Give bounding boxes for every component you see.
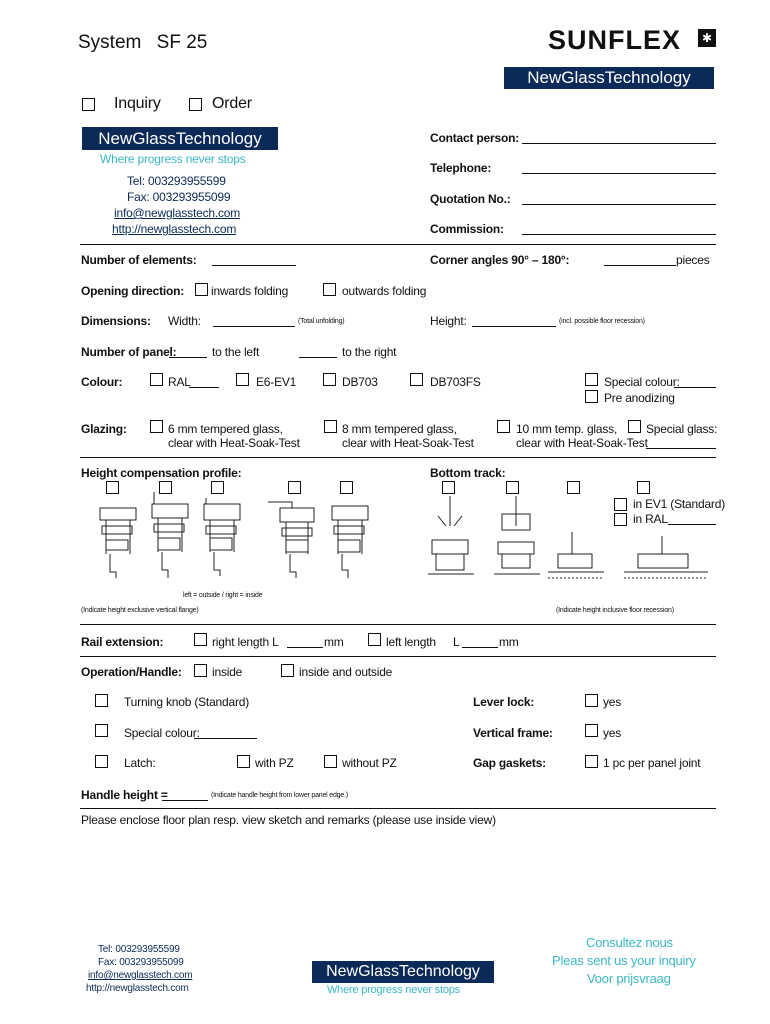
panels-left-field[interactable]: [169, 357, 207, 358]
turning-knob-checkbox[interactable]: [95, 694, 108, 707]
special-handle-colour-label: Special colour:: [124, 726, 200, 740]
inquiry-label: Inquiry: [114, 95, 161, 112]
height-label: Height:: [430, 314, 467, 328]
rail-right-field[interactable]: [287, 647, 323, 648]
footer-french: Consultez nous: [586, 935, 673, 950]
system-value: SF 25: [156, 32, 208, 53]
rail-left-field[interactable]: [462, 647, 498, 648]
special-colour-field[interactable]: [674, 387, 716, 388]
special-colour-checkbox[interactable]: [585, 373, 598, 386]
footer-dutch: Voor prijsvraag: [587, 971, 671, 986]
footer-fax: Fax: 003293955099: [98, 957, 184, 968]
handle-height-note: (Indicate handle height from lower panel edge.): [211, 792, 348, 799]
ral-track-label: in RAL: [633, 512, 668, 526]
rail-left-mm: mm: [499, 635, 519, 649]
panels-right-label: to the right: [342, 345, 397, 359]
system-title: [78, 32, 207, 54]
sunflex-star-icon: ✱: [698, 29, 716, 47]
gap-gaskets-label: Gap gaskets:: [473, 756, 546, 770]
special-glass-label: Special glass:: [646, 422, 718, 436]
footer-ngt-logo: NewGlassTechnology: [312, 961, 494, 983]
bottom-track-profiles-drawing: [428, 492, 716, 602]
inside-checkbox[interactable]: [194, 664, 207, 677]
quotation-field[interactable]: [522, 204, 716, 205]
rail-label: Rail extension:: [81, 635, 164, 649]
inwards-label: inwards folding: [211, 284, 289, 298]
company-logo: NewGlassTechnology: [82, 127, 278, 150]
db703-checkbox[interactable]: [323, 373, 336, 386]
divider-5: [80, 808, 716, 809]
rail-right-mm: mm: [324, 635, 344, 649]
db703fs-label: DB703FS: [430, 375, 481, 389]
inside-label: inside: [212, 665, 243, 679]
inside-outside-label: inside and outside: [299, 665, 393, 679]
latch-checkbox[interactable]: [95, 755, 108, 768]
company-slogan: Where progress never stops: [100, 152, 246, 166]
ral-field[interactable]: [189, 387, 219, 388]
company-fax: Fax: 003293955099: [127, 190, 231, 204]
top-ngt-logo: NewGlassTechnology: [504, 67, 714, 89]
glazing-label: Glazing:: [81, 422, 127, 436]
divider-4: [80, 656, 716, 657]
elements-field[interactable]: [212, 265, 296, 266]
footer-tel: Tel: 003293955599: [98, 944, 180, 955]
without-pz-label: without PZ: [342, 756, 397, 770]
sunflex-logo: SUNFLEX: [548, 25, 682, 55]
system-label: System: [78, 32, 142, 53]
glass-6mm-line1: 6 mm tempered glass,: [168, 422, 283, 436]
divider-3: [80, 624, 716, 625]
glass-10mm-checkbox[interactable]: [497, 420, 510, 433]
special-glass-checkbox[interactable]: [628, 420, 641, 433]
lever-lock-checkbox[interactable]: [585, 694, 598, 707]
with-pz-checkbox[interactable]: [237, 755, 250, 768]
order-checkbox[interactable]: [189, 98, 202, 111]
lever-lock-yes: yes: [603, 695, 622, 709]
ral-label: RAL: [168, 375, 191, 389]
special-handle-colour-field[interactable]: [194, 738, 257, 739]
rail-left-l: L: [453, 635, 460, 649]
corner-label: Corner angles 90° – 180°:: [430, 253, 570, 267]
width-note: (Total unfolding): [298, 318, 345, 325]
rail-right-checkbox[interactable]: [194, 633, 207, 646]
dimensions-label: Dimensions:: [81, 314, 151, 328]
inquiry-checkbox[interactable]: [82, 98, 95, 111]
glass-8mm-line1: 8 mm tempered glass,: [342, 422, 457, 436]
company-web-link[interactable]: http://newglasstech.com: [112, 222, 237, 236]
colour-label: Colour:: [81, 375, 123, 389]
width-field[interactable]: [213, 326, 295, 327]
company-email-link[interactable]: info@newglasstech.com: [114, 206, 241, 220]
height-excl-note: (Indicate height exclusive vertical flange): [81, 607, 199, 614]
commission-field[interactable]: [522, 234, 716, 235]
glass-8mm-checkbox[interactable]: [324, 420, 337, 433]
footer-email-link[interactable]: info@newglasstech.com: [88, 970, 193, 981]
footer-slogan: Where progress never stops: [327, 984, 460, 996]
telephone-field[interactable]: [522, 173, 716, 174]
order-label: Order: [212, 95, 252, 112]
outwards-label: outwards folding: [342, 284, 427, 298]
outwards-checkbox[interactable]: [323, 283, 336, 296]
enclose-note: Please enclose floor plan resp. view sketch and remarks (please use inside view): [81, 813, 496, 827]
corner-field[interactable]: [604, 265, 676, 266]
bottom-track-label: Bottom track:: [430, 466, 506, 480]
handle-height-field[interactable]: [162, 800, 208, 801]
panels-label: Number of panel:: [81, 345, 177, 359]
quotation-label: Quotation No.:: [430, 192, 511, 206]
contact-person-field[interactable]: [522, 143, 716, 144]
glass-10mm-line2: clear with Heat-Soak-Test: [516, 436, 648, 450]
height-note: (incl. possible floor recession): [559, 318, 645, 325]
pieces-label: pieces: [676, 253, 710, 267]
special-colour-label: Special colour:: [604, 375, 680, 389]
inwards-checkbox[interactable]: [195, 283, 208, 296]
footer-english: Pleas sent us your inquiry: [552, 953, 696, 968]
glass-6mm-line2: clear with Heat-Soak-Test: [168, 436, 300, 450]
rail-right-label: right length L: [212, 635, 279, 649]
db703fs-checkbox[interactable]: [410, 373, 423, 386]
db703-label: DB703: [342, 375, 378, 389]
inside-outside-checkbox[interactable]: [281, 664, 294, 677]
turning-knob-label: Turning knob (Standard): [124, 695, 250, 709]
e6-checkbox[interactable]: [236, 373, 249, 386]
e6-label: E6-EV1: [256, 375, 297, 389]
divider-2: [80, 457, 716, 458]
opening-label: Opening direction:: [81, 284, 185, 298]
gap-gaskets-option: 1 pc per panel joint: [603, 756, 701, 770]
vertical-frame-checkbox[interactable]: [585, 724, 598, 737]
rail-left-label: left length: [386, 635, 436, 649]
divider-1: [80, 244, 716, 245]
handle-height-label: Handle height =: [81, 788, 168, 802]
with-pz-label: with PZ: [255, 756, 294, 770]
commission-label: Commission:: [430, 222, 504, 236]
vertical-frame-yes: yes: [603, 726, 622, 740]
panels-right-field[interactable]: [299, 357, 337, 358]
contact-person-label: Contact person:: [430, 131, 520, 145]
ev1-label: in EV1 (Standard): [633, 497, 725, 511]
special-handle-colour-checkbox[interactable]: [95, 724, 108, 737]
elements-label: Number of elements:: [81, 253, 197, 267]
glass-6mm-checkbox[interactable]: [150, 420, 163, 433]
lever-lock-label: Lever lock:: [473, 695, 535, 709]
latch-label: Latch:: [124, 756, 156, 770]
rail-left-checkbox[interactable]: [368, 633, 381, 646]
panels-left-label: to the left: [212, 345, 260, 359]
height-incl-note: (Indicate height inclusive floor recession): [556, 607, 674, 614]
anodizing-checkbox[interactable]: [585, 390, 598, 403]
height-comp-label: Height compensation profile:: [81, 466, 242, 480]
ral-checkbox[interactable]: [150, 373, 163, 386]
height-comp-profiles-drawing: [88, 492, 408, 592]
without-pz-checkbox[interactable]: [324, 755, 337, 768]
gap-gaskets-checkbox[interactable]: [585, 755, 598, 768]
telephone-label: Telephone:: [430, 161, 492, 175]
operation-label: Operation/Handle:: [81, 665, 182, 679]
glass-8mm-line2: clear with Heat-Soak-Test: [342, 436, 474, 450]
glass-10mm-field[interactable]: [646, 448, 716, 449]
width-label: Width:: [168, 314, 201, 328]
vertical-frame-label: Vertical frame:: [473, 726, 553, 740]
glass-10mm-line1: 10 mm temp. glass,: [516, 422, 618, 436]
footer-web-link[interactable]: http://newglasstech.com: [86, 983, 189, 994]
height-field[interactable]: [472, 326, 556, 327]
left-right-note: left = outside / right = inside: [183, 592, 263, 599]
anodizing-label: Pre anodizing: [604, 391, 675, 405]
company-tel: Tel: 003293955599: [127, 174, 226, 188]
